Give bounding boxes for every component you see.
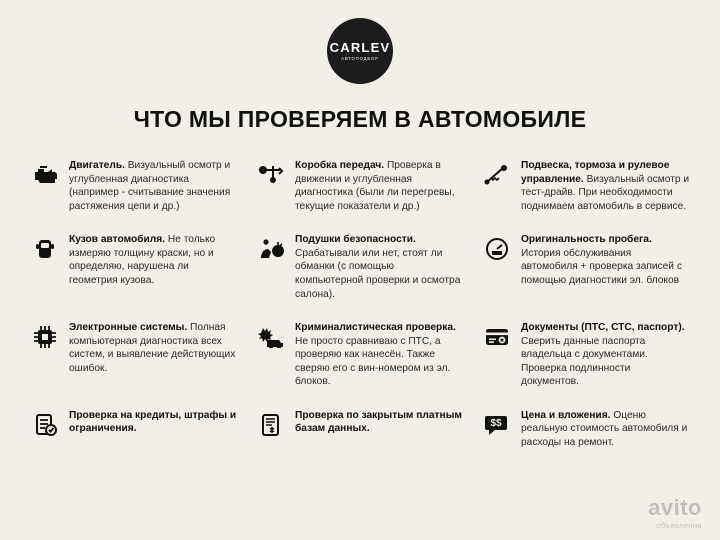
list-item-text [295,321,464,389]
list-item [256,409,464,450]
list-item-heading: Кузов автомобиля. [69,234,166,246]
list-item-body: Срабатывали или нет, стоят ли обманки (с помощью компьютерной проверки и осмотра салона). [295,247,461,300]
list-item [256,159,464,213]
credit-check-icon [30,410,60,440]
list-item-heading: Подвеска, тормоза и рулевое управление. [521,160,670,185]
list-item-body: Визуальный осмотр и углубленная диагностика (например - считывание значения растяжения цепи и др.) [69,160,231,212]
list-item-heading: Двигатель. [69,160,125,171]
list-item-heading: Коробка передач. [295,160,385,171]
list-item-text [521,233,690,287]
watermark [648,497,702,530]
engine-icon [30,160,60,190]
list-item-body: Проверка в движении и углубленная диагностика (были ли перегревы, текущие показатели и др.) [295,160,455,212]
list-item [482,321,690,389]
list-item [482,159,690,213]
list-item-heading: Цена и вложения. [521,409,611,421]
chip-icon [30,322,60,352]
list-item [30,233,238,301]
car-body-icon [30,234,60,264]
suspension-icon [482,160,512,190]
list-item-text [69,409,238,436]
checklist-grid [30,159,690,450]
list-item-text [521,159,690,213]
list-item-text [295,233,464,301]
list-item [30,159,238,213]
page-title: ЧТО МЫ ПРОВЕРЯЕМ В АВТОМОБИЛЕ [133,106,587,132]
logo-circle [327,18,393,84]
list-item-body: История обслуживания автомобиля + проверка записей с помощью диагностики эл. блоков [521,247,682,286]
list-item-text [69,159,238,213]
list-item-text [69,233,238,287]
list-item [256,321,464,389]
list-item-heading: Электронные системы. [69,322,188,334]
list-item-heading: Подушки безопасности. [295,234,416,246]
list-item-body: Не только измеряю толщину краски, но и определяю, нарушена ли геометрия кузова. [69,234,216,286]
list-item [482,409,690,450]
price-icon [482,410,512,440]
watermark-sub: объявления [656,521,702,530]
list-item-text [295,159,464,213]
airbag-icon [256,234,286,264]
watermark-main: avito [648,495,702,520]
list-item [256,233,464,301]
crash-test-icon [256,322,286,352]
list-item-text [521,409,690,450]
list-item-text [521,321,690,389]
odometer-icon-item [482,233,690,301]
gearbox-icon [256,160,286,190]
documents-card-icon [482,322,512,352]
odometer-icon [482,234,512,264]
database-doc-icon [256,410,286,440]
list-item-heading: Оригинальность пробега. [521,234,652,246]
logo-tagline: АВТОПОДБОР [341,55,379,61]
list-item-heading: Проверка на кредиты, штрафы и ограничения. [69,409,237,435]
list-item-body: Не просто сравниваю с ПТС, а проверяю как нанесён. Также сверяю его с вин-номером из эл. блоков. [295,335,451,388]
list-item [30,409,238,450]
list-item-heading: Проверка по закрытым платным базам данных. [295,409,462,435]
list-item-text [295,409,464,436]
list-item-heading: Криминалистическая проверка. [295,322,456,334]
list-item-body: Сверить данные паспорта владельца с документами. Проверка подлинности документов. [521,335,648,388]
list-item [30,321,238,389]
svg-text:$$: $$ [490,417,502,429]
list-item-text [69,321,238,375]
list-item-body: Оценю реальную стоимость автомобиля и расходы на ремонт. [521,409,688,448]
logo-name: CARLEV [329,39,391,55]
list-item-body: Визуальный осмотр и тест-драйв. При необходимости поднимаем автомобиль в сервисе. [521,173,690,212]
logo [30,18,690,84]
list-item-heading: Документы (ПТС, СТС, паспорт). [521,322,685,334]
list-item-body: Полная компьютерная диагностика всех систем, и выявление действующих ошибок. [69,322,236,374]
